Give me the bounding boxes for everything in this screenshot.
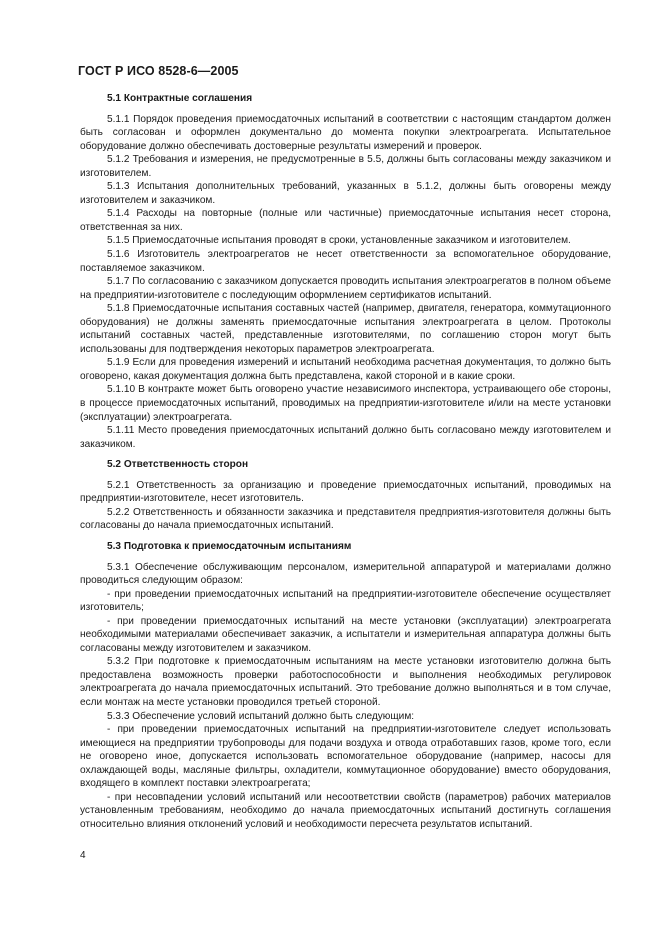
paragraph: 5.2.2 Ответственность и обязанности заказчика и представителя предприятия-изготовителя должны быть согласованы до начала приемосдаточных испытаний. — [80, 506, 611, 532]
paragraph: 5.1.7 По согласованию с заказчиком допускается проводить испытания электроагрегатов в полном объеме на предприятии-изготовителе с последующим оформлением сертификатов испытаний. — [80, 276, 611, 301]
list-item: - при проведении приемосдаточных испытаний на месте установки (эксплуатации) электроагрегата необходимыми материалами обеспечивает заказчик, а испытатели и измерительная аппаратура должны быть согласованы между изготовителем и заказчиком. — [80, 615, 611, 654]
section-title: 5.1 Контрактные соглашения — [107, 93, 253, 104]
paragraph: 5.1.8 Приемосдаточные испытания составных частей (например, двигателя, генератора, коммутационного оборудования) не должны заменять приемосдаточные испытания электроагрегата в целом. Протоколы испытаний составных частей, представленные изготовителями, по соглашению сторон могут быть использованы для подтверждения некоторых параметров электроагрегата. — [80, 303, 611, 355]
paragraph: 5.1.6 Изготовитель электроагрегатов не несет ответственности за вспомогательное оборудование, поставляемое заказчиком. — [80, 249, 611, 274]
list-item: - при проведении приемосдаточных испытаний на предприятии-изготовителе следует использовать имеющиеся на предприятии трубопроводы для подачи воздуха и отвода отработавших газов, кроме того, если не оговорено иное, допускается использовать вспомогательное оборудование (например, насосы для охлаждающей воды, масляные фильтры, охладители, коммутационное оборудование) вместо оборудования, входящего в комплект поставки электроагрегата; — [80, 724, 611, 790]
section-title: 5.3 Подготовка к приемосдаточным испытаниям — [107, 540, 352, 552]
list-item: - при несовпадении условий испытаний или несоответствии свойств (параметров) рабочих материалов установленным требованиям, необходимо до начала приемосдаточных испытаний достигнуть соглашения относительно влияния отклонений условий и необходимости пересчета результатов испытаний. — [80, 791, 611, 830]
paragraph: 5.1.10 В контракте может быть оговорено участие независимого инспектора, устраивающего обе стороны, в процессе приемосдаточных испытаний, проводимых на предприятии-изготовителе и/или на месте установки (эксплуатации) электроагрегата. — [80, 384, 611, 423]
paragraph: 5.1.2 Требования и измерения, не предусмотренные в 5.5, должны быть согласованы между заказчиком и изготовителем. — [80, 154, 611, 179]
paragraph: 5.3.1 Обеспечение обслуживающим персоналом, измерительной аппаратурой и материалами должно проводиться следующим образом: — [80, 561, 611, 587]
paragraph: 5.3.3 Обеспечение условий испытаний должно быть следующим: — [107, 710, 415, 722]
document-body — [80, 92, 611, 831]
paragraph: 5.3.2 При подготовке к приемосдаточным испытаниям на месте установки изготовителю должна быть предоставлена возможность проверки работоспособности и выполнения необходимых регулировок электроагрегата до начала приемосдаточных испытаний. Это требование должно выполняться и в том случае, если монтаж на месте установки проводился третьей стороной. — [80, 656, 611, 708]
paragraph: 5.1.1 Порядок проведения приемосдаточных испытаний в соответствии с настоящим стандартом должен быть согласован и оформлен документально до момента покупки электроагрегата. Испытательное оборудование должно обеспечивать достоверные результаты измерений и проверок. — [80, 113, 611, 152]
paragraph: 5.1.3 Испытания дополнительных требований, указанных в 5.1.2, должны быть оговорены между изготовителем и заказчиком. — [80, 181, 611, 206]
list-item: - при проведении приемосдаточных испытаний на предприятии-изготовителе обеспечение осуществляет изготовитель; — [80, 588, 611, 614]
paragraph: 5.1.5 Приемосдаточные испытания проводят в сроки, установленные заказчиком и изготовителем. — [107, 235, 571, 247]
section-title: 5.2 Ответственность сторон — [107, 459, 249, 471]
paragraph: 5.1.9 Если для проведения измерений и испытаний необходима расчетная документация, то должно быть оговорено, какая документация должна быть представлена, какой стороной и в какие сроки. — [80, 357, 611, 382]
paragraph: 5.2.1 Ответственность за организацию и проведение приемосдаточных испытаний, проводимых на предприятии-изготовителе, несет изготовитель. — [80, 479, 611, 505]
paragraph: 5.1.4 Расходы на повторные (полные или частичные) приемосдаточные испытания несет сторона, ответственная за них. — [80, 208, 611, 233]
page-number: 4 — [80, 850, 86, 861]
document-header: ГОСТ Р ИСО 8528-6—2005 — [78, 64, 239, 78]
paragraph: 5.1.11 Место проведения приемосдаточных испытаний должно быть согласовано между изготовителем и заказчиком. — [80, 425, 611, 450]
